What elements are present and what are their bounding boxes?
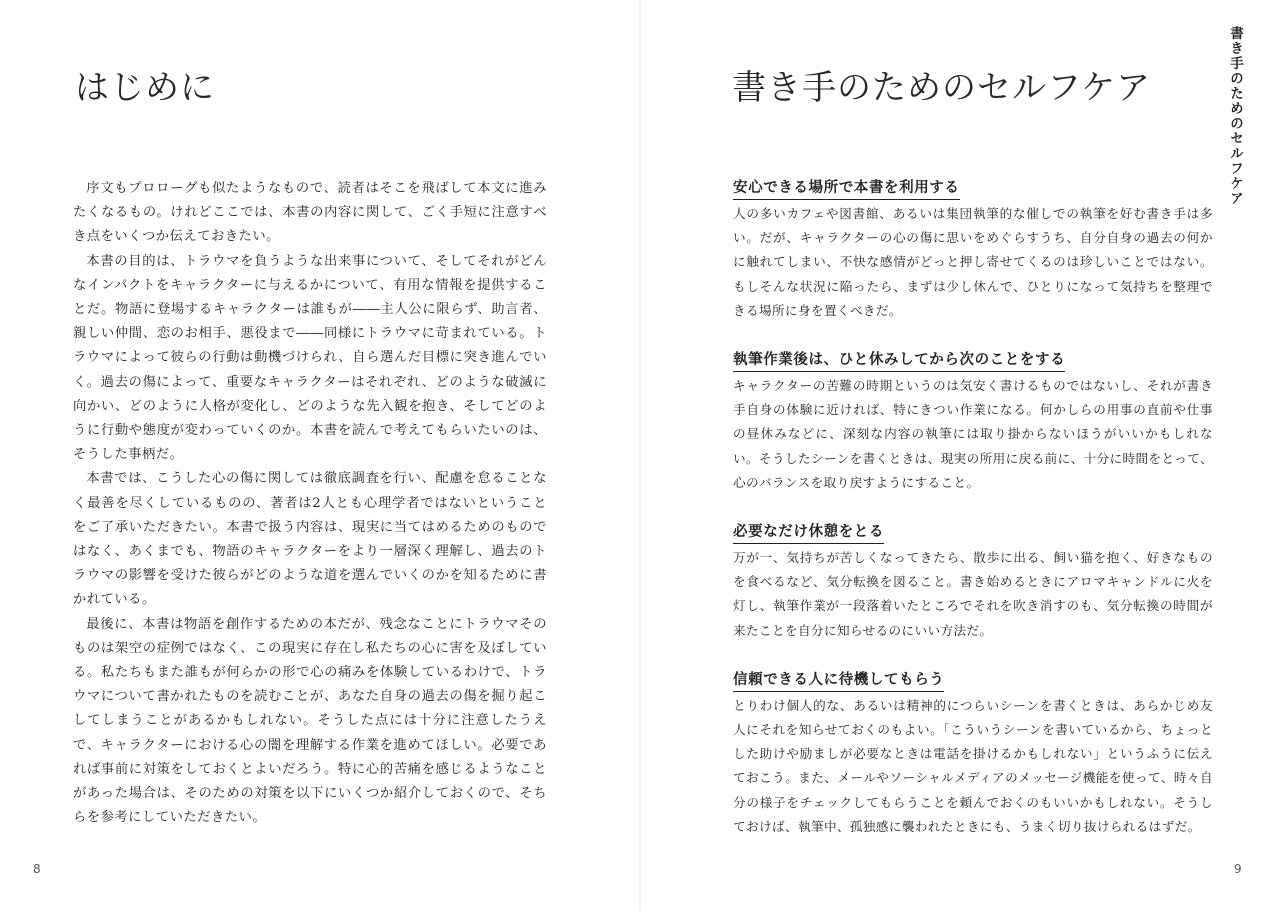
section-text: 万が一、気持ちが苦しくなってきたら、散歩に出る、飼い猫を抱く、好きなものを食べるなど、気分転換を図ること。書き始めるときにアロマキャンドルに火を灯し、執筆作業が一段落着いたところでそれを吹き消すのも、気分転換の時間が来たことを自分に知らせるのにいい方法だ。 [733,550,1213,638]
paragraph: 最後に、本書は物語を創作するための本だが、残念なことにトラウマそのものは架空の症例ではなく、この現実に存在し私たちの心に害を及ぼしている。私たちもまた誰もが何らかの形で心の痛みを体験しているわけで、トラウマについて書かれたものを読むことが、あなた自身の過去の傷を掘り起こしてしまうことがあるかもしれない。そうした点には十分に注意したうえで、キャラクターにおける心の闇を理解する作業を進めてほしい。必要であれば事前に対策をしておくとよいだろう。特に心的苦痛を感じるようなことがあった場合は、そのための対策を以下にいくつか紹介しておくので、そちらを参考にしていただきたい。 [73,616,547,826]
page-title: はじめに [75,68,215,108]
section [733,349,1213,495]
section-text: とりわけ個人的な、あるいは精神的につらいシーンを書くときは、あらかじめ友人にそれを知らせておくのもよい。「こういうシーンを書いているから、ちょっとした助けや励ましが必要なときは電話を掛けるかもしれない」というふうに伝えておこう。また、メールやソーシャルメディアのメッセージ機能を使って、時々自分の様子をチェックしてもらうことを頼んでおくのもいいかもしれない。そうしておけば、執筆中、孤独感に襲われたときにも、うまく切り抜けられるはずだ。 [733,697,1213,834]
section [733,177,1213,323]
section-text: 人の多いカフェや図書館、あるいは集団執筆的な催しでの執筆を好む書き手は多い。だが、キャラクターの心の傷に思いをめぐらすうち、自分自身の過去の何かに触れてしまい、不快な感情がどっと押し寄せてくるのは珍しいことではない。もしそんな状況に陥ったら、まずは少し休んで、ひとりになって気持ちを整理できる場所に身を置くべきだ。 [733,206,1213,318]
section-heading: 安心できる場所で本書を利用する [733,178,960,200]
self-care-sections [733,177,1213,839]
right-page [640,0,1280,911]
introduction-body [73,177,547,830]
section-heading: 必要なだけ休憩をとる [733,522,884,544]
page-number: 8 [33,862,41,876]
section-text: キャラクターの苦難の時期というのは気安く書けるものではないし、それが書き手自身の体験に近ければ、特にきつい作業になる。何かしらの用事の直前や仕事の昼休みなどに、深刻な内容の執筆には取り掛からないほうがいいかもしれない。そうしたシーンを書くときは、現実の所用に戻る前に、十分に時間をとって、心のバランスを取り戻すようにすること。 [733,378,1214,490]
paragraph: 本書の目的は、トラウマを負うような出来事について、そしてそれがどんなインパクトをキャラクターに与えるかについて、有用な情報を提供することだ。物語に登場するキャラクターは誰もが――主人公に限らず、助言者、親しい仲間、恋のお相手、悪役まで――同様にトラウマに苛まれている。トラウマによって彼らの行動は動機づけられ、自ら選んだ目標に突き進んでいく。過去の傷によって、重要なキャラクターはそれぞれ、どのような破滅に向かい、どのように人格が変化し、どのような先入観を抱き、そしてどのように行動や態度が変わっていくのか。本書を読んで考えてもらいたいのは、そうした事柄だ。 [73,253,547,463]
section-heading: 執筆作業後は、ひと休みしてから次のことをする [733,350,1065,372]
running-header: 書き手のためのセルフケア [1227,26,1243,206]
section [733,521,1213,643]
paragraph: 本書では、こうした心の傷に関しては徹底調査を行い、配慮を怠ることなく最善を尽くしているものの、著者は2人とも心理学者ではないということをご了承いただきたい。本書で扱う内容は、現実に当てはめるためのものではなく、あくまでも、物語のキャラクターをより一層深く理解し、過去のトラウマの影響を受けた彼らがどのような道を選んでいくのかを知るために書かれている。 [73,471,547,608]
section-heading: 信頼できる人に待機してもらう [733,670,944,692]
paragraph: 序文もプロローグも似たようなもので、読者はそこを飛ばして本文に進みたくなるもの。けれどここでは、本書の内容に関して、ごく手短に注意すべき点をいくつか伝えておきたい。 [73,181,547,245]
page-number: 9 [1234,862,1242,876]
page-title: 書き手のためのセルフケア [732,68,1151,108]
section [733,669,1213,839]
